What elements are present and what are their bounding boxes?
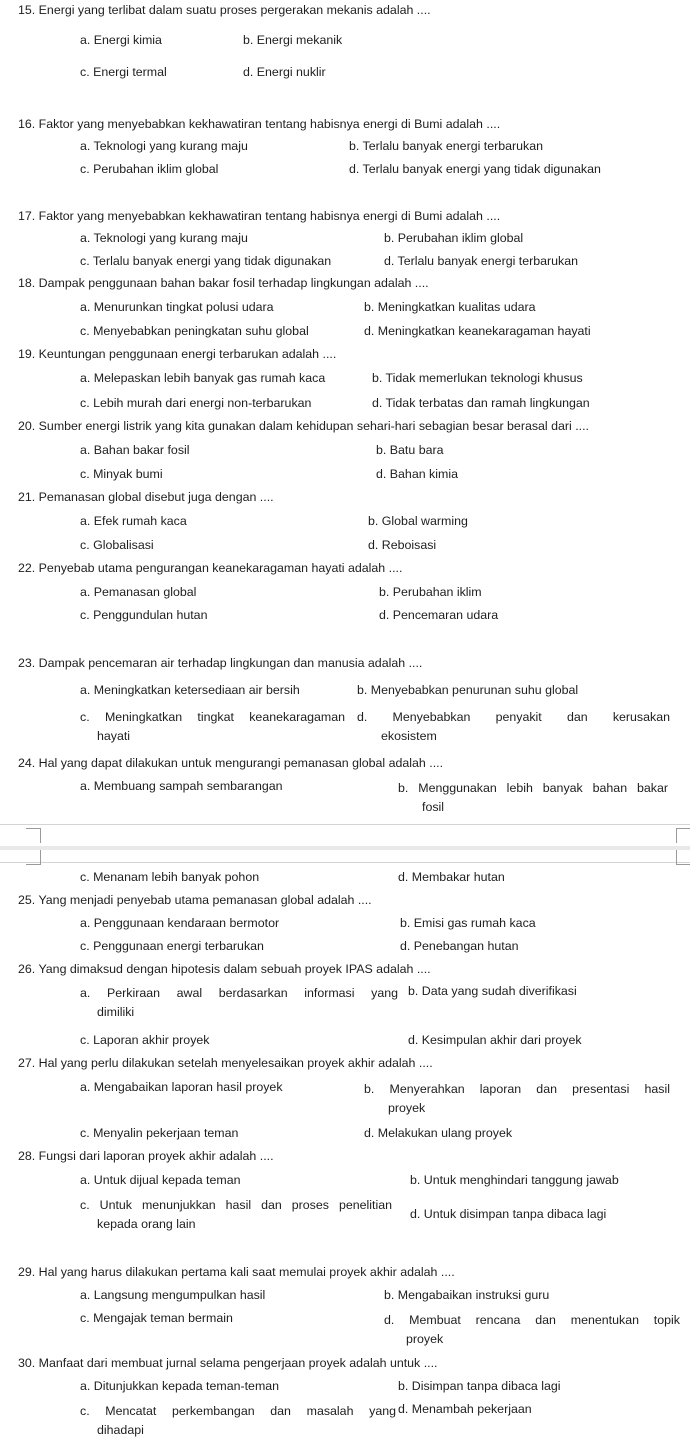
option-c: c. Minyak bumi: [80, 467, 163, 481]
option-a: a. Pemanasan global: [80, 585, 197, 599]
question-text: 23. Dampak pencemaran air terhadap lingkungan dan manusia adalah ....: [18, 656, 423, 670]
question-text: 24. Hal yang dapat dilakukan untuk mengurangi pemanasan global adalah ....: [18, 756, 444, 770]
question-text: 26. Yang dimaksud dengan hipotesis dalam sebuah proyek IPAS adalah ....: [18, 962, 431, 976]
option-c: c. Energi termal: [80, 65, 167, 79]
question-text: 20. Sumber energi listrik yang kita gunakan dalam kehidupan sehari-hari sebagian besar berasal dari ....: [18, 419, 589, 433]
option-d-line1: d. Menyebabkan penyakit dan kerusakan: [357, 710, 670, 724]
option-c: c. Menyalin pekerjaan teman: [80, 1126, 239, 1140]
option-b: [398, 779, 668, 817]
option-c: c. Penggundulan hutan: [80, 608, 208, 622]
option-c: c. Menyebabkan peningkatan suhu global: [80, 324, 309, 338]
option-b: b. Untuk menghindari tanggung jawab: [410, 1173, 619, 1187]
question-text: 27. Hal yang perlu dilakukan setelah menyelesaikan proyek akhir adalah ....: [18, 1056, 433, 1070]
option-d: d. Bahan kimia: [376, 467, 458, 481]
option-b: b. Batu bara: [376, 443, 444, 457]
question-text: 28. Fungsi dari laporan proyek akhir adalah ....: [18, 1149, 274, 1163]
question-text: 30. Manfaat dari membuat jurnal selama pengerjaan proyek adalah untuk ....: [18, 1356, 438, 1370]
option-a: a. Teknologi yang kurang maju: [80, 231, 248, 245]
crop-mark: [676, 828, 690, 843]
option-a: a. Mengabaikan laporan hasil proyek: [80, 1080, 283, 1094]
option-c: c. Penggunaan energi terbarukan: [80, 939, 264, 953]
question-text: 19. Keuntungan penggunaan energi terbarukan adalah ....: [18, 347, 337, 361]
option-b: b. Global warming: [368, 514, 468, 528]
option-a-line2: dimiliki: [97, 1005, 135, 1020]
question-text: 21. Pemanasan global disebut juga dengan ....: [18, 490, 274, 504]
option-a: a. Energi kimia: [80, 33, 162, 47]
option-c-line2: kepada orang lain: [97, 1217, 196, 1232]
option-b: b. Data yang sudah diverifikasi: [408, 984, 577, 998]
option-b-line1: b. Menyerahkan laporan dan presentasi hasil: [364, 1082, 670, 1096]
option-d: d. Kesimpulan akhir dari proyek: [408, 1033, 582, 1047]
option-b: b. Mengabaikan instruksi guru: [384, 1288, 550, 1302]
option-d: d. Penebangan hutan: [400, 939, 519, 953]
question-text: 29. Hal yang harus dilakukan pertama kali saat memulai proyek akhir adalah ....: [18, 1265, 455, 1279]
option-c: c. Globalisasi: [80, 538, 154, 552]
option-a: a. Ditunjukkan kepada teman-teman: [80, 1379, 280, 1393]
question-text: 25. Yang menjadi penyebab utama pemanasan global adalah ....: [18, 893, 372, 907]
option-a: a. Teknologi yang kurang maju: [80, 139, 248, 153]
option-c: c. Laporan akhir proyek: [80, 1033, 210, 1047]
option-b: b. Tidak memerlukan teknologi khusus: [372, 371, 583, 385]
option-a: a. Langsung mengumpulkan hasil: [80, 1288, 266, 1302]
crop-mark: [26, 828, 41, 843]
option-d: [384, 1311, 680, 1349]
option-a: a. Penggunaan kendaraan bermotor: [80, 916, 280, 930]
page-break: [0, 846, 690, 850]
option-d: d. Meningkatkan keanekaragaman hayati: [364, 324, 591, 338]
option-d: d. Reboisasi: [368, 538, 437, 552]
option-c: c. Mengajak teman bermain: [80, 1311, 233, 1325]
option-d-line2: proyek: [406, 1332, 444, 1347]
option-d: [357, 708, 670, 746]
option-c: c. Perubahan iklim global: [80, 162, 219, 176]
question-text: 22. Penyebab utama pengurangan keanekaragaman hayati adalah ....: [18, 561, 403, 575]
option-c-line1: c. Untuk menunjukkan hasil dan proses penelitian: [80, 1198, 392, 1212]
option-b: b. Perubahan iklim global: [384, 231, 524, 245]
option-c: c. Menanam lebih banyak pohon: [80, 870, 260, 884]
option-d-line1: d. Membuat rencana dan menentukan topik: [384, 1313, 680, 1327]
question-text: 15. Energi yang terlibat dalam suatu proses pergerakan mekanis adalah ....: [18, 3, 431, 17]
option-d: d. Membakar hutan: [398, 870, 505, 884]
option-b-line1: b. Menggunakan lebih banyak bahan bakar: [398, 781, 668, 795]
option-b: b. Perubahan iklim: [379, 585, 482, 599]
option-d: d. Tidak terbatas dan ramah lingkungan: [372, 396, 590, 410]
option-c: [80, 1402, 396, 1440]
option-a-line1: a. Perkiraan awal berdasarkan informasi yang: [80, 986, 398, 1000]
option-b: b. Meningkatkan kualitas udara: [364, 300, 536, 314]
question-text: 16. Faktor yang menyebabkan kekhawatiran tentang habisnya energi di Bumi adalah ....: [18, 117, 501, 131]
option-b: b. Menyebabkan penurunan suhu global: [357, 683, 579, 697]
option-b: [364, 1080, 670, 1118]
option-d: d. Pencemaran udara: [379, 608, 499, 622]
option-c: c. Lebih murah dari energi non-terbarukan: [80, 396, 312, 410]
option-b: b. Disimpan tanpa dibaca lagi: [398, 1379, 561, 1393]
crop-mark: [676, 850, 690, 865]
option-a: a. Untuk dijual kepada teman: [80, 1173, 241, 1187]
option-d: d. Melakukan ulang proyek: [364, 1126, 513, 1140]
page-break-line: [0, 824, 690, 825]
option-b: b. Energi mekanik: [243, 33, 343, 47]
option-a: a. Bahan bakar fosil: [80, 443, 190, 457]
option-c: c. Terlalu banyak energi yang tidak digunakan: [80, 254, 332, 268]
option-a: a. Menurunkan tingkat polusi udara: [80, 300, 274, 314]
option-c-line1: c. Mencatat perkembangan dan masalah yang: [80, 1404, 396, 1418]
option-d: d. Terlalu banyak energi yang tidak digunakan: [349, 162, 601, 176]
option-c-line1: c. Meningkatkan tingkat keanekaragaman: [80, 710, 345, 724]
option-d: d. Menambah pekerjaan: [398, 1402, 532, 1416]
option-d-line2: ekosistem: [381, 729, 437, 744]
option-a: a. Meningkatkan ketersediaan air bersih: [80, 683, 300, 697]
option-c: [80, 1196, 392, 1234]
option-a: a. Membuang sampah sembarangan: [80, 779, 283, 793]
option-c-line2: hayati: [97, 729, 131, 744]
option-a: [80, 984, 398, 1022]
option-b-line2: proyek: [388, 1101, 426, 1116]
option-a: a. Efek rumah kaca: [80, 514, 187, 528]
option-d: d. Untuk disimpan tanpa dibaca lagi: [410, 1207, 607, 1221]
option-a: a. Melepaskan lebih banyak gas rumah kaca: [80, 371, 326, 385]
question-text: 18. Dampak penggunaan bahan bakar fosil terhadap lingkungan adalah ....: [18, 276, 429, 290]
option-b: b. Terlalu banyak energi terbarukan: [349, 139, 544, 153]
option-c: [80, 708, 345, 746]
crop-mark: [26, 850, 41, 865]
page-break-line: [0, 862, 690, 863]
option-d: d. Energi nuklir: [243, 65, 326, 79]
option-d: d. Terlalu banyak energi terbarukan: [384, 254, 579, 268]
option-b-line2: fosil: [422, 800, 445, 815]
option-c-line2: dihadapi: [97, 1423, 144, 1438]
option-b: b. Emisi gas rumah kaca: [400, 916, 536, 930]
question-text: 17. Faktor yang menyebabkan kekhawatiran tentang habisnya energi di Bumi adalah ....: [18, 209, 501, 223]
